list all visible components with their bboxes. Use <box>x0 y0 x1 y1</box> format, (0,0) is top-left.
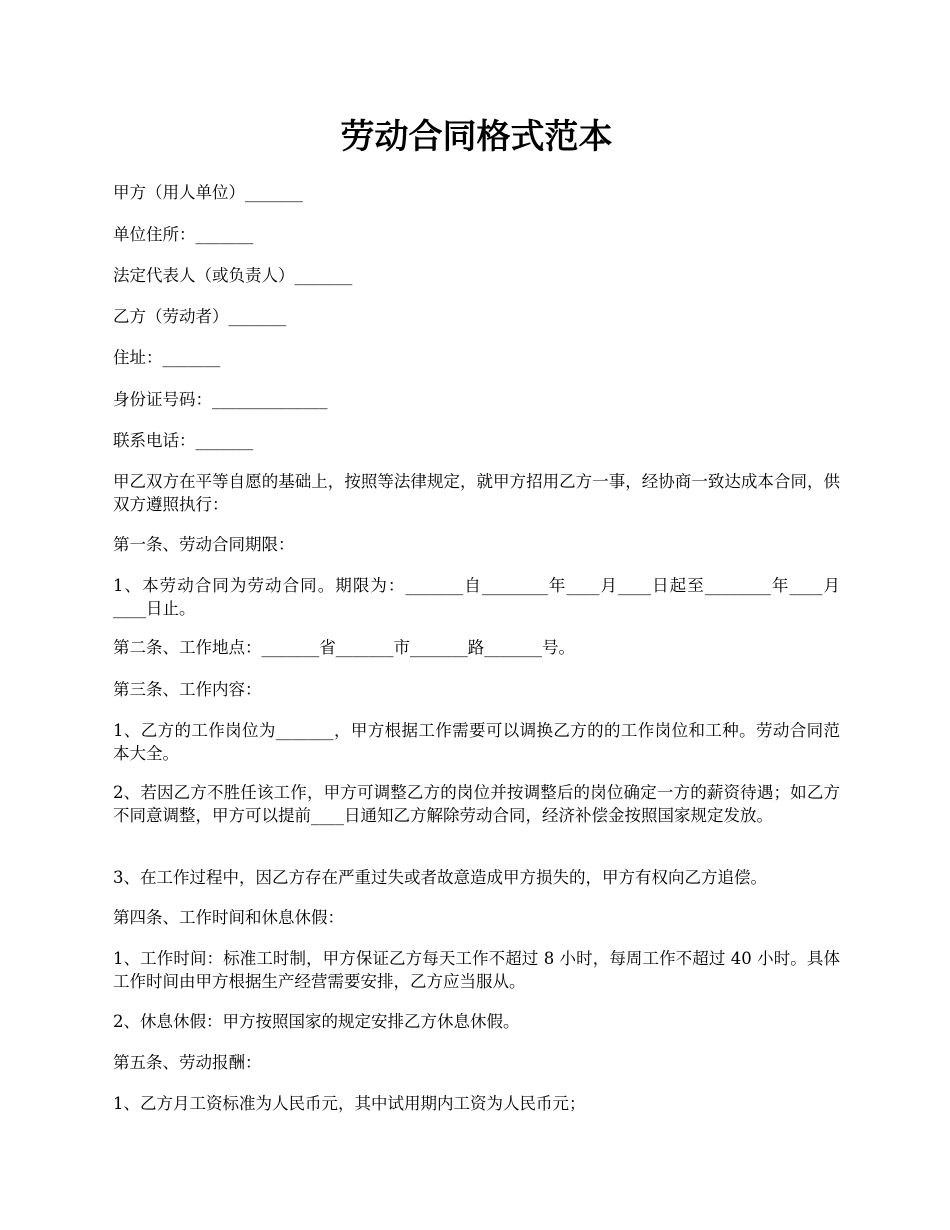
article-3-heading: 第三条、工作内容： <box>113 680 262 699</box>
article-3-clause-1: 1、乙方的工作岗位为_______，甲方根据工作需要可以调换乙方的的工作岗位和工种。劳动合同范本大全。 <box>113 721 840 763</box>
article-4-heading: 第四条、工作时间和休息休假： <box>113 908 344 927</box>
legal-representative-line: 法定代表人（或负责人）_______ <box>113 266 353 285</box>
article-1-clause-1: 1、本劳动合同为劳动合同。期限为：_______自________年____月____日起至________年____月____日止。 <box>113 576 840 618</box>
id-number-line: 身份证号码：______________ <box>113 390 328 409</box>
article-4-clause-1: 1、工作时间：标准工时制，甲方保证乙方每天工作不超过 8 小时，每周工作不超过 40 小时。具体工作时间由甲方根据生产经营需要安排，乙方应当服从。 <box>113 949 840 991</box>
phone-line: 联系电话：_______ <box>113 431 254 450</box>
article-5-clause-1: 1、乙方月工资标准为人民币元，其中试用期内工资为人民币元； <box>113 1094 586 1113</box>
article-4-clause-2: 2、休息休假：甲方按照国家的规定安排乙方休息休假。 <box>113 1012 520 1031</box>
article-3-clause-3: 3、在工作过程中，因乙方存在严重过失或者故意造成甲方损失的，甲方有权向乙方追偿。 <box>113 868 767 887</box>
party-b-line: 乙方（劳动者）_______ <box>113 307 287 326</box>
party-b-address-line: 住址：_______ <box>113 348 221 367</box>
party-a-line: 甲方（用人单位）_______ <box>113 183 303 202</box>
preamble-paragraph: 甲乙双方在平等自愿的基础上，按照等法律规定，就甲方招用乙方一事，经协商一致达成本合同，供双方遵照执行： <box>113 472 840 514</box>
article-1-heading: 第一条、劳动合同期限： <box>113 535 295 554</box>
article-2-heading: 第二条、工作地点：_______省_______市_______路_______号。 <box>113 638 575 657</box>
document-title: 劳动合同格式范本 <box>340 117 613 157</box>
article-3-clause-2: 2、若因乙方不胜任该工作，甲方可调整乙方的岗位并按调整后的岗位确定一方的薪资待遇；如乙方不同意调整，甲方可以提前____日通知乙方解除劳动合同，经济补偿金按照国家规定发放。 <box>113 783 840 825</box>
article-5-heading: 第五条、劳动报酬： <box>113 1053 262 1072</box>
party-a-address-line: 单位住所：_______ <box>113 225 254 244</box>
